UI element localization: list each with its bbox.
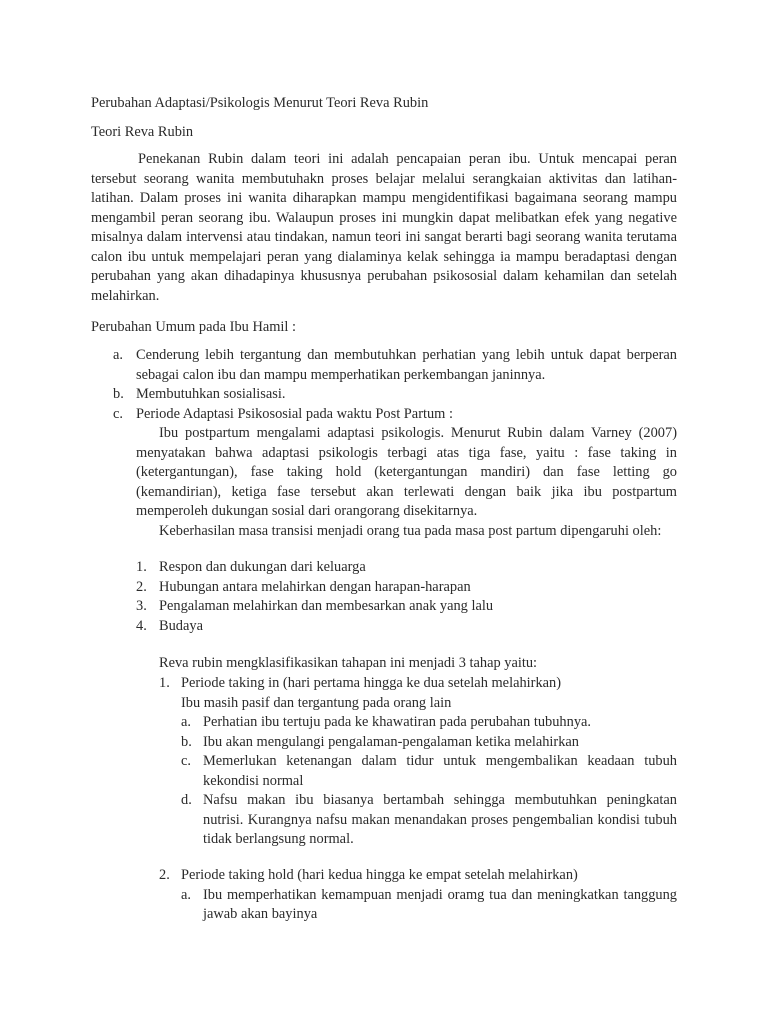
list-item: c. Periode Adaptasi Psikososial pada waktu Post Partum :: [113, 405, 453, 422]
list-item: 3. Pengalaman melahirkan dan membesarkan anak yang lalu: [136, 598, 494, 614]
list-item: d. Nafsu makan ibu biasanya bertambah sehingga membutuhkan peningkatan nutrisi. Kurangnya nafsu makan menandakan proses pengembalian kondisi tubuh tidak berlangsung normal.: [181, 792, 677, 847]
stage-1: [159, 674, 677, 850]
document-title: Perubahan Adaptasi/Psikologis Menurut Teori Reva Rubin: [91, 95, 429, 111]
general-list: [113, 346, 677, 424]
general-heading: Perubahan Umum pada Ibu Hamil :: [91, 319, 297, 335]
list-item: a. Ibu memperhatikan kemampuan menjadi oramg tua dan meningkatkan tanggung jawab akan bayinya: [181, 886, 677, 922]
postpartum-paragraph: Ibu postpartum mengalami adaptasi psikologis. Menurut Rubin dalam Varney (2007) menyatakan bahwa adaptasi psikologis terbagi atas tiga fase, yaitu : fase taking in (ketergantungan), fase taking hold (ketergantungan mandiri) dan fase letting go (kemandirian), ketiga fase tersebut akan terlewati dengan baik jika ibu postpartum memperoleh dukungan sosial dari orangorang disekitarnya. Keberhasilan masa transisi menjadi orang tua pada masa post partum dipengaruhi oleh:: [136, 425, 677, 539]
section-heading: Teori Reva Rubin: [91, 124, 194, 140]
list-item: c. Memerlukan ketenangan dalam tidur untuk mengembalikan keadaan tubuh kekondisi normal: [181, 753, 677, 789]
stage-1-sublist: [159, 713, 677, 850]
list-item: 4. Budaya: [136, 617, 203, 634]
list-item: 1. Respon dan dukungan dari keluarga: [136, 559, 366, 575]
list-item: 2. Hubungan antara melahirkan dengan harapan-harapan: [136, 578, 471, 595]
stage-2-sublist: [159, 886, 677, 925]
list-item: b. Ibu akan mengulangi pengalaman-pengalaman ketika melahirkan: [181, 733, 580, 750]
stage-description: Ibu masih pasif dan tergantung pada orang lain: [181, 694, 452, 711]
list-item: a. Perhatian ibu tertuju pada ke khawatiran pada perubahan tubuhnya.: [181, 714, 592, 730]
stage-title: 2. Periode taking hold (hari kedua hingga ke empat setelah melahirkan): [159, 867, 578, 883]
intro-paragraph: Penekanan Rubin dalam teori ini adalah pencapaian peran ibu. Untuk mencapai peran tersebut seorang wanita membutuhakn proses belajar melalui serangkaian aktivitas dan latihan-latihan. Dalam proses ini wanita diharapkan mampu mengidentifikasi bagaimana seorang mampu mengambil peran seorang ibu. Walaupun proses ini mungkin dapat melibatkan efek yang negative misalnya dalam intervensi atau tindakan, namun teori ini sangat berarti bagi seorang wanita terutama calon ibu untuk mempelajari peran yang dialaminya kelak sehingga ia mampu beradaptasi dengan perubahan yang akan dihadapinya khususnya perubahan psikososial dalam kehamilan dan setelah melahirkan.: [91, 151, 677, 304]
stages-intro: Reva rubin mengklasifikasikan tahapan ini menjadi 3 tahap yaitu:: [159, 655, 538, 671]
stage-2: [159, 866, 677, 925]
factors-list: [136, 558, 677, 636]
stage-title: 1. Periode taking in (hari pertama hingga ke dua setelah melahirkan): [159, 675, 562, 691]
list-item: b. Membutuhkan sosialisasi.: [113, 386, 286, 402]
list-item: a. Cenderung lebih tergantung dan membutuhkan perhatian yang lebih untuk dapat berperan sebagai calon ibu dan mampu memperhatikan perkembangan janinnya.: [113, 347, 677, 383]
